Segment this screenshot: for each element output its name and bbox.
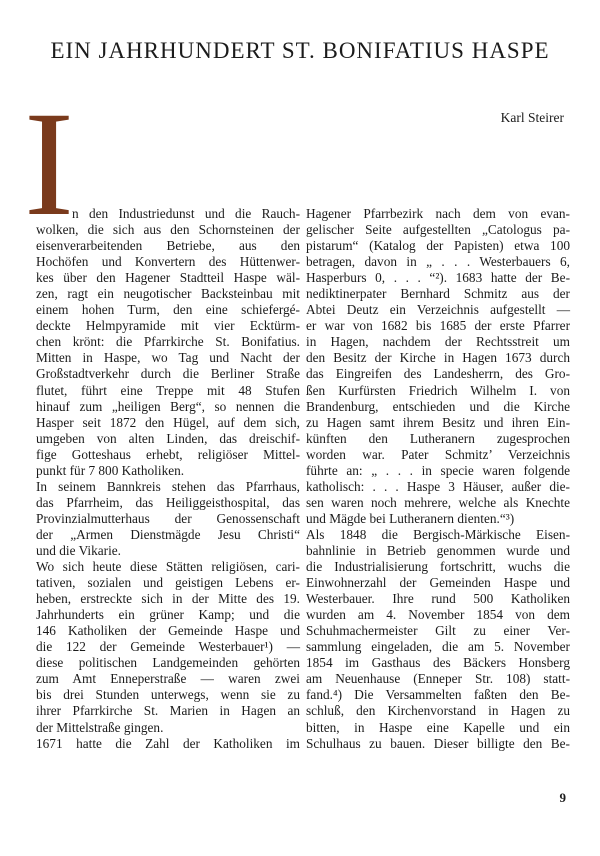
text-line: Großstadtverkehr durch die Berliner Straße [36, 366, 300, 382]
text-line: n den Industriedunst und die Rauch- [72, 206, 300, 221]
text-line: 1854 im Gasthaus des Bäckers Honsberg [306, 655, 570, 671]
text-line: ßen Kurfürsten Friedrich Wilhelm I. von [306, 382, 570, 398]
text-line: das Eingreifen des Landesherrn, des Gro- [306, 366, 570, 382]
text-line: die 122 der Gemeinde Westerbauer¹) — [36, 639, 300, 655]
text-line: am Neuenhause (Enneper Str. 108) statt- [306, 671, 570, 687]
text-line: einem hohen Turm, den eine schiefergé- [36, 302, 300, 318]
text-line: bis drei Stunden unterwegs, wenn sie zu [36, 687, 300, 703]
text-line: Mitten in Haspe, wo Tag und Nacht der [36, 350, 300, 366]
text-line: nediktinerpater Bernhard Schmitz aus der [306, 286, 570, 302]
text-line: gelischer Seite aufgestellten „Catologus pa- [306, 222, 570, 238]
text-line: heben, erstreckte sich in der Mitte des 19. [36, 591, 300, 607]
author-name: Karl Steirer [500, 110, 564, 125]
text-line: schluß, den Kirchenvorstand in Hagen zu [306, 703, 570, 719]
text-line: umgeben von alten Linden, das dreischif- [36, 430, 300, 446]
text-line: deckte Helmpyramide mit vier Ecktürm- [36, 318, 300, 334]
text-line: Jahrhunderts ein grüner Kamp; und die [36, 607, 300, 623]
text-line: worden war. Pater Schmitz’ Verzeichnis [306, 446, 570, 462]
text-line: kes über den Hagener Stadtteil Haspe wäl- [36, 270, 300, 286]
text-line: er war von 1682 bis 1685 der erste Pfarrer [306, 318, 570, 334]
text-line: chen krönt: die Pfarrkirche St. Bonifatius. [36, 334, 300, 350]
text-line: wurden am 4. November 1854 von dem [306, 607, 570, 623]
text-line: punkt für 7 800 Katholiken. [36, 462, 185, 478]
page-title: EIN JAHRHUNDERT ST. BONIFATIUS HASPE [50, 38, 550, 63]
text-line: zu Hagen samt ihrem Besitz und ihren Ein- [306, 414, 570, 430]
text-line: fige Gotteshaus erhebt, religiöser Mittel- [36, 446, 300, 462]
text-line: ihrer Pfarrkirche St. Marien in Hagen an [36, 703, 300, 719]
text-line: diese politischen Landgemeinden gehörten [36, 655, 300, 671]
text-line: bahnlinie in Betrieb genommen wurde und [306, 542, 570, 558]
text-line: tativen, sozialen und geistigen Lebens er- [36, 575, 300, 591]
text-line: katholisch: . . . Haspe 3 Häuser, außer die- [306, 478, 570, 494]
text-line: künften den Lutheranern zugesprochen [306, 430, 570, 446]
text-line: Als 1848 die Bergisch-Märkische Eisen- [306, 526, 570, 542]
text-line: flutet, führt eine Treppe mit 48 Stufen [36, 382, 300, 398]
text-line: der Mittelstraße gingen. [36, 719, 164, 735]
text-line: den Besitz der Kirche in Hagen 1673 durch [306, 350, 570, 366]
text-line: das Pfarrheim, das Heiliggeisthospital, das [36, 494, 300, 510]
text-line: bitten, in Haspe eine Kapelle und ein [306, 719, 570, 735]
text-line: In seinem Bannkreis stehen das Pfarrhaus, [36, 478, 300, 494]
text-line: und die Vikarie. [36, 542, 121, 558]
text-line: Hagener Pfarrbezirk nach dem von evan- [306, 206, 570, 221]
text-line: Westerbauer. Ihre rund 500 Katholiken [306, 591, 570, 607]
text-line: eisenverarbeitenden Betriebe, aus den [36, 238, 300, 254]
text-line: sammlung eingeladen, die am 5. November [306, 639, 570, 655]
text-line: Schulhaus zu bauen. Dieser billigte den Be- [306, 735, 570, 751]
text-line: die Industrialisierung fortschritt, wuchs die [306, 559, 570, 575]
text-line: und Mägde bei Lutheranern dienten.“³) [306, 510, 515, 526]
text-line: sen waren noch mehrere, welche als Knechte [306, 494, 570, 510]
text-line: wolken, die sich aus den Schornsteinen der [36, 222, 300, 238]
text-line: Hasper seit 1872 den Hügel, auf dem sich, [36, 414, 300, 430]
text-line: fand.⁴) Die Versammelten faßten den Be- [306, 687, 570, 703]
text-line: Provinzialmutterhaus der Genossenschaft [36, 510, 300, 526]
page-number: 9 [559, 790, 566, 805]
text-line: betragen, davon in „ . . . Westerbauers 6, [306, 254, 570, 270]
text-line: 146 Katholiken der Gemeinde Haspe und [36, 623, 300, 639]
text-column-right [306, 206, 570, 752]
text-line: hinauf zum „heiligen Berg“, so nennen die [36, 398, 300, 414]
text-line: zen, ragt ein neugotischer Backsteinbau mit [36, 286, 300, 302]
text-line: Hochöfen und Konvertern des Hüttenwer- [36, 254, 300, 270]
text-line: zum Amt Enneperstraße — waren zwei [36, 671, 300, 687]
text-line: Hasperburs 0, . . . “²). 1683 hatte der Be- [306, 270, 570, 286]
text-line: der „Armen Dienstmägde Jesu Christi“ [36, 526, 300, 542]
text-line: Einwohnerzahl der Gemeinden Haspe und [306, 575, 570, 591]
text-line: Wo sich heute diese Stätten religiösen, cari- [36, 559, 300, 575]
drop-cap-initial: I [24, 81, 74, 247]
text-column-left [36, 206, 300, 752]
text-line: 1671 hatte die Zahl der Katholiken im [36, 735, 300, 751]
text-line: Brandenburg, entschieden und die Kirche [306, 398, 570, 414]
text-line: pistarum“ (Katalog der Papisten) etwa 100 [306, 238, 570, 254]
text-line: Schuhmachermeister Gilt zu einer Ver- [306, 623, 570, 639]
text-line: führte an: „ . . . in specie waren folgende [306, 462, 570, 478]
text-line: in Hagen, nachdem der Rechtsstreit um [306, 334, 570, 350]
text-line: Abtei Deutz ein Verzeichnis aufgestellt — [306, 302, 570, 318]
